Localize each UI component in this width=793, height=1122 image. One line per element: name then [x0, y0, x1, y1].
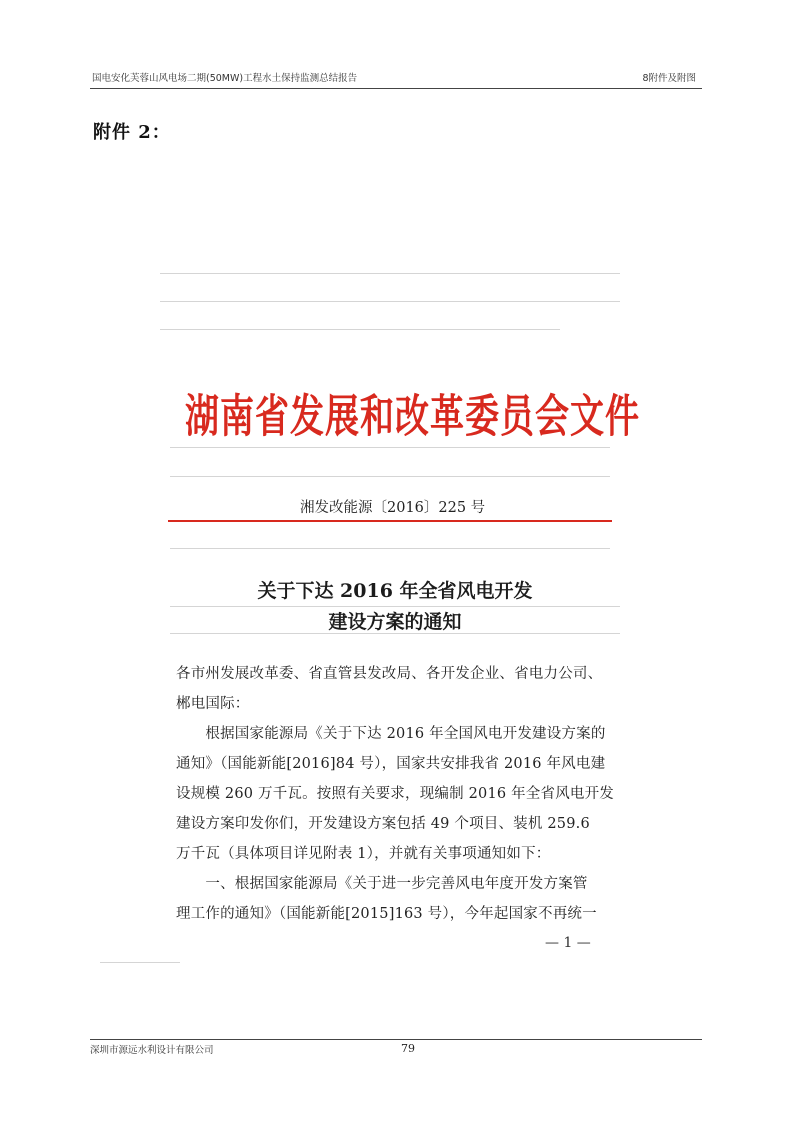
body-line: 万千瓦（具体项目详见附表 1），并就有关事项通知如下：: [176, 846, 551, 862]
body-line: 设规模 260 万千瓦。按照有关要求，现编制 2016 年全省风电开发: [176, 786, 615, 802]
notice-title-line-1: 关于下达 2016 年全省风电开发: [257, 580, 533, 602]
notice-title-line-2: 建设方案的通知: [328, 611, 462, 633]
body-line: 根据国家能源局《关于下达 2016 年全国风电开发建设方案的: [176, 726, 606, 742]
scan-artifact: [160, 329, 560, 330]
header-report-title: 国电安化芙蓉山风电场二期(50MW)工程水土保持监测总结报告: [92, 73, 358, 84]
scan-artifact: [100, 962, 180, 963]
scan-artifact: [170, 447, 610, 448]
attachment-label: 附件 2：: [93, 122, 171, 143]
footer-company: 深圳市源远水利设计有限公司: [90, 1045, 214, 1056]
body-line: 建设方案印发你们，开发建设方案包括 49 个项目、装机 259.6: [176, 816, 590, 832]
body-line: 一、根据国家能源局《关于进一步完善风电年度开发方案管: [176, 876, 588, 892]
footer-page-number: 79: [401, 1042, 415, 1055]
red-divider: [168, 520, 612, 522]
header-section: 8附件及附图: [642, 73, 696, 84]
body-line: 各市州发展改革委、省直管县发改局、各开发企业、省电力公司、: [176, 666, 603, 682]
scan-artifact: [170, 548, 610, 549]
body-line: 郴电国际：: [176, 696, 250, 712]
footer-divider: [90, 1039, 702, 1040]
document-red-title: 湖南省发展和改革委员会文件: [185, 390, 640, 444]
scan-page-number: — 1 —: [545, 935, 591, 951]
body-line: 通知》（国能新能[2016]84 号），国家共安排我省 2016 年风电建: [176, 756, 606, 772]
scan-artifact: [170, 476, 610, 477]
body-line: 理工作的通知》（国能新能[2015]163 号），今年起国家不再统一: [176, 906, 597, 922]
document-number: 湘发改能源〔2016〕225 号: [300, 500, 486, 516]
scan-artifact: [160, 273, 620, 274]
scan-artifact: [160, 301, 620, 302]
